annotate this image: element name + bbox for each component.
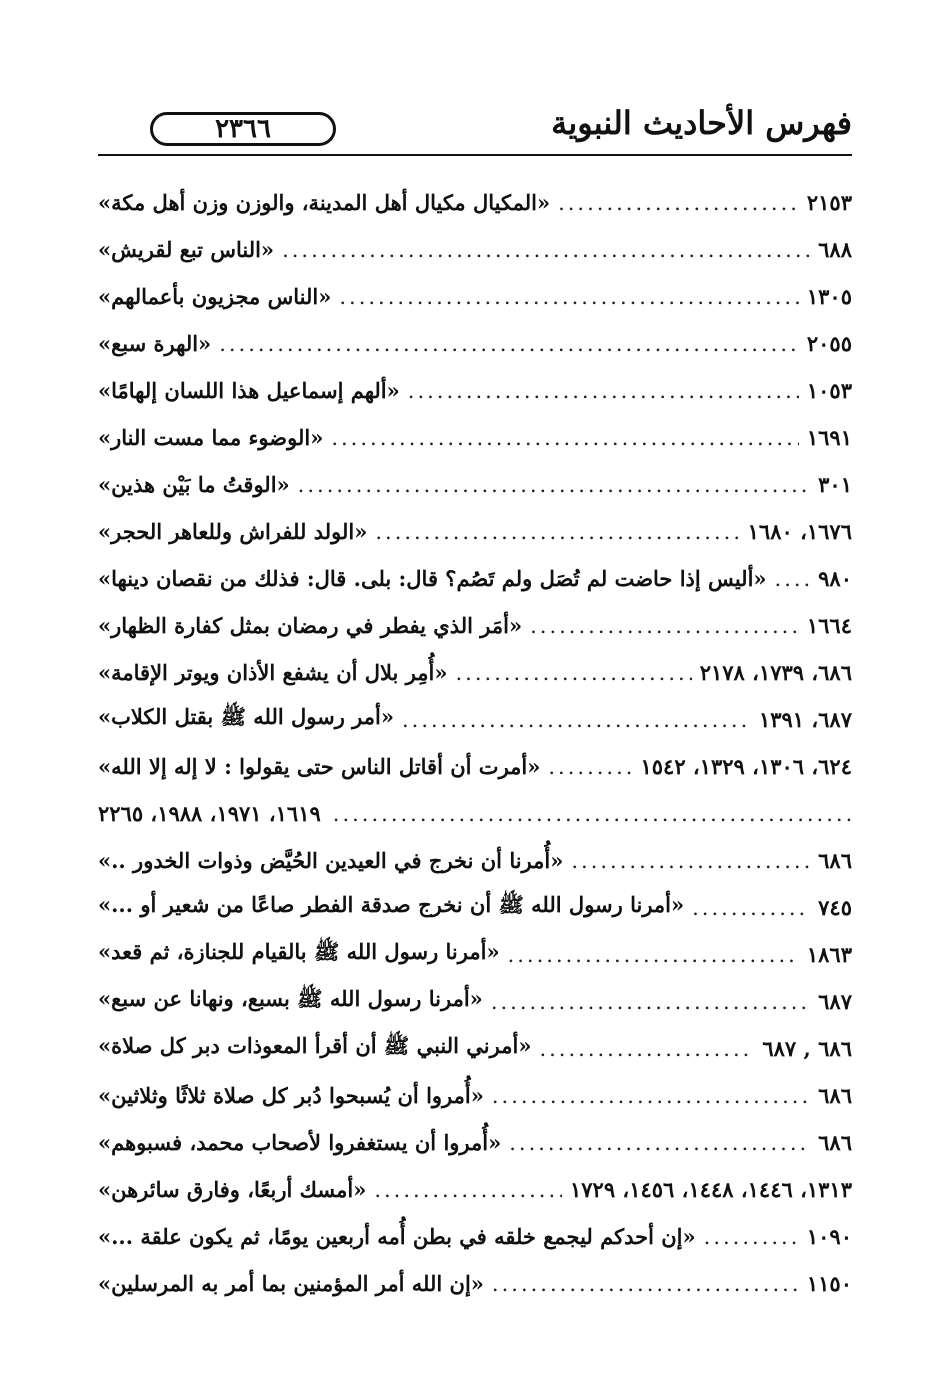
index-entry <box>98 1025 852 1072</box>
hadith-text: «أمر رسول الله ﷺ بقتل الكلاب» <box>98 704 394 729</box>
index-entry <box>98 179 852 226</box>
index-entry <box>98 414 852 461</box>
index-entry <box>98 1119 852 1166</box>
dot-leader <box>491 990 810 1014</box>
dot-leader <box>692 896 810 920</box>
index-entry <box>98 1213 852 1260</box>
index-entry <box>98 1260 852 1307</box>
page-references: ١٣١٣، ١٤٤٦، ١٤٤٨، ١٤٥٦، ١٧٢٩ <box>570 1177 852 1202</box>
dot-leader <box>509 1131 810 1155</box>
page-references: ١٠٩٠ <box>806 1224 852 1249</box>
index-entry <box>98 884 852 931</box>
page-references: ٦٨٦ <box>818 1130 852 1155</box>
page-references: ١٦١٩، ١٩٧١، ١٩٨٨، ٢٢٦٥ <box>98 801 321 826</box>
hadith-text: «أمرنا رسول الله ﷺ بالقيام للجنازة، ثم قعد» <box>98 939 500 964</box>
hadith-text: «أليس إذا حاضت لم تُصَل ولم تَصُم؟ قال: بلى. قال: فذلك من نقصان دينها» <box>98 566 767 591</box>
dot-leader <box>333 802 852 826</box>
hadith-text: «أمَر الذي يفطر في رمضان بمثل كفارة الظهار» <box>98 613 523 638</box>
hadith-text: «أمرت أن أقاتل الناس حتى يقولوا : لا إله إلا الله» <box>98 754 541 779</box>
page-references: ١٣٠٥ <box>806 284 852 309</box>
page-references: ٢١٥٣ <box>806 190 852 215</box>
dot-leader <box>402 708 751 732</box>
dot-leader <box>298 473 810 497</box>
page-references: ٦٨٦ <box>818 1083 852 1108</box>
hadith-text: «أمرنا رسول الله ﷺ بسبع، ونهانا عن سبع» <box>98 986 483 1011</box>
page-references: ٧٤٥ <box>818 895 852 920</box>
hadith-text: «أمرني النبي ﷺ أن أقرأ المعوذات دبر كل صلاة» <box>98 1033 532 1058</box>
index-entry <box>98 978 852 1025</box>
hadith-text: «أُمروا أن يُسبحوا دُبر كل صلاة ثلاثًا وثلاثين» <box>98 1083 484 1108</box>
page-header <box>98 104 852 150</box>
hadith-text: «أُمِر بلال أن يشفع الأذان ويوتر الإقامة» <box>98 660 448 685</box>
page-number: ٢٣٦٦ <box>150 112 336 146</box>
dot-leader <box>374 1178 562 1202</box>
index-entry <box>98 696 852 743</box>
index-entry <box>98 1072 852 1119</box>
dot-leader <box>339 285 799 309</box>
page-references: ١٦٦٤ <box>806 613 852 638</box>
hadith-text: «الولد للفراش وللعاهر الحجر» <box>98 519 368 544</box>
page-references: ١٦٧٦، ١٦٨٠ <box>747 519 852 544</box>
hadith-text: «ألهم إسماعيل هذا اللسان إلهامًا» <box>98 378 400 403</box>
page-references: ٦٨٦ <box>818 848 852 873</box>
hadith-text: «إن أحدكم ليجمع خلقه في بطن أُمه أربعين يومًا، ثم يكون علقة ...» <box>98 1224 696 1249</box>
hadith-text: «أمسك أربعًا، وفارق سائرهن» <box>98 1177 367 1202</box>
page-references: ٩٨٠ <box>818 566 852 591</box>
dot-leader <box>571 849 810 873</box>
header-divider <box>98 154 852 156</box>
page-references: ١٠٥٣ <box>806 378 852 403</box>
dot-leader <box>282 238 810 262</box>
hadith-text: «المكيال مكيال أهل المدينة، والوزن وزن أهل مكة» <box>98 190 551 215</box>
dot-leader <box>375 520 739 544</box>
hadith-text: «الوضوء مما مست النار» <box>98 425 324 450</box>
dot-leader <box>548 755 632 779</box>
dot-leader <box>408 379 799 403</box>
page-references: ٦٨٧، ١٣٩١ <box>758 707 852 732</box>
index-entry-continuation <box>98 790 852 837</box>
page-references: ١٨٦٣ <box>806 942 852 967</box>
hadith-text: «أُمروا أن يستغفروا لأصحاب محمد، فسبوهم» <box>98 1130 502 1155</box>
hadith-text: «الهرة سبع» <box>98 331 212 356</box>
page-references: ٦٨٦، ١٧٣٩، ٢١٧٨ <box>699 660 852 685</box>
hadith-text: «أُمرنا أن نخرج في العيدين الحُيَّض وذوات الخدور ..» <box>98 848 564 873</box>
page-references: ٣٠١ <box>818 472 852 497</box>
dot-leader <box>492 1084 810 1108</box>
page-references: ١٦٩١ <box>806 425 852 450</box>
dot-leader <box>558 191 799 215</box>
page-references: ٦٨٨ <box>818 237 852 262</box>
index-entry <box>98 226 852 273</box>
dot-leader <box>456 661 692 685</box>
index-entry <box>98 273 852 320</box>
dot-leader <box>530 614 799 638</box>
page-references: ٦٢٤، ١٣٠٦، ١٣٢٩، ١٥٤٢ <box>640 754 852 779</box>
running-title: فهرس الأحاديث النبوية <box>551 104 852 142</box>
hadith-text: «إن الله أمر المؤمنين بما أمر به المرسلين» <box>98 1271 484 1296</box>
dot-leader <box>331 426 799 450</box>
dot-leader <box>219 332 799 356</box>
hadith-text: «الناس تبع لقريش» <box>98 237 275 262</box>
dot-leader <box>508 943 799 967</box>
hadith-index-list <box>98 179 852 1307</box>
hadith-text: «الوقتُ ما بَيْن هذين» <box>98 472 290 497</box>
index-entry <box>98 602 852 649</box>
index-entry <box>98 508 852 555</box>
page-references: ٦٨٦ , ٦٨٧ <box>762 1036 852 1061</box>
page-references: ١١٥٠ <box>806 1271 852 1296</box>
index-entry <box>98 555 852 602</box>
index-entry <box>98 931 852 978</box>
dot-leader <box>775 567 811 591</box>
index-entry <box>98 837 852 884</box>
index-entry <box>98 649 852 696</box>
page-references: ٦٨٧ <box>818 989 852 1014</box>
dot-leader <box>492 1272 799 1296</box>
page-references: ٢٠٥٥ <box>806 331 852 356</box>
index-entry <box>98 461 852 508</box>
hadith-text: «أمرنا رسول الله ﷺ أن نخرج صدقة الفطر صاعًا من شعير أو ...» <box>98 892 685 917</box>
index-entry <box>98 1166 852 1213</box>
index-entry <box>98 367 852 414</box>
index-entry <box>98 743 852 790</box>
dot-leader <box>704 1225 799 1249</box>
hadith-text: «الناس مجزيون بأعمالهم» <box>98 284 332 309</box>
index-entry <box>98 320 852 367</box>
dot-leader <box>539 1037 754 1061</box>
